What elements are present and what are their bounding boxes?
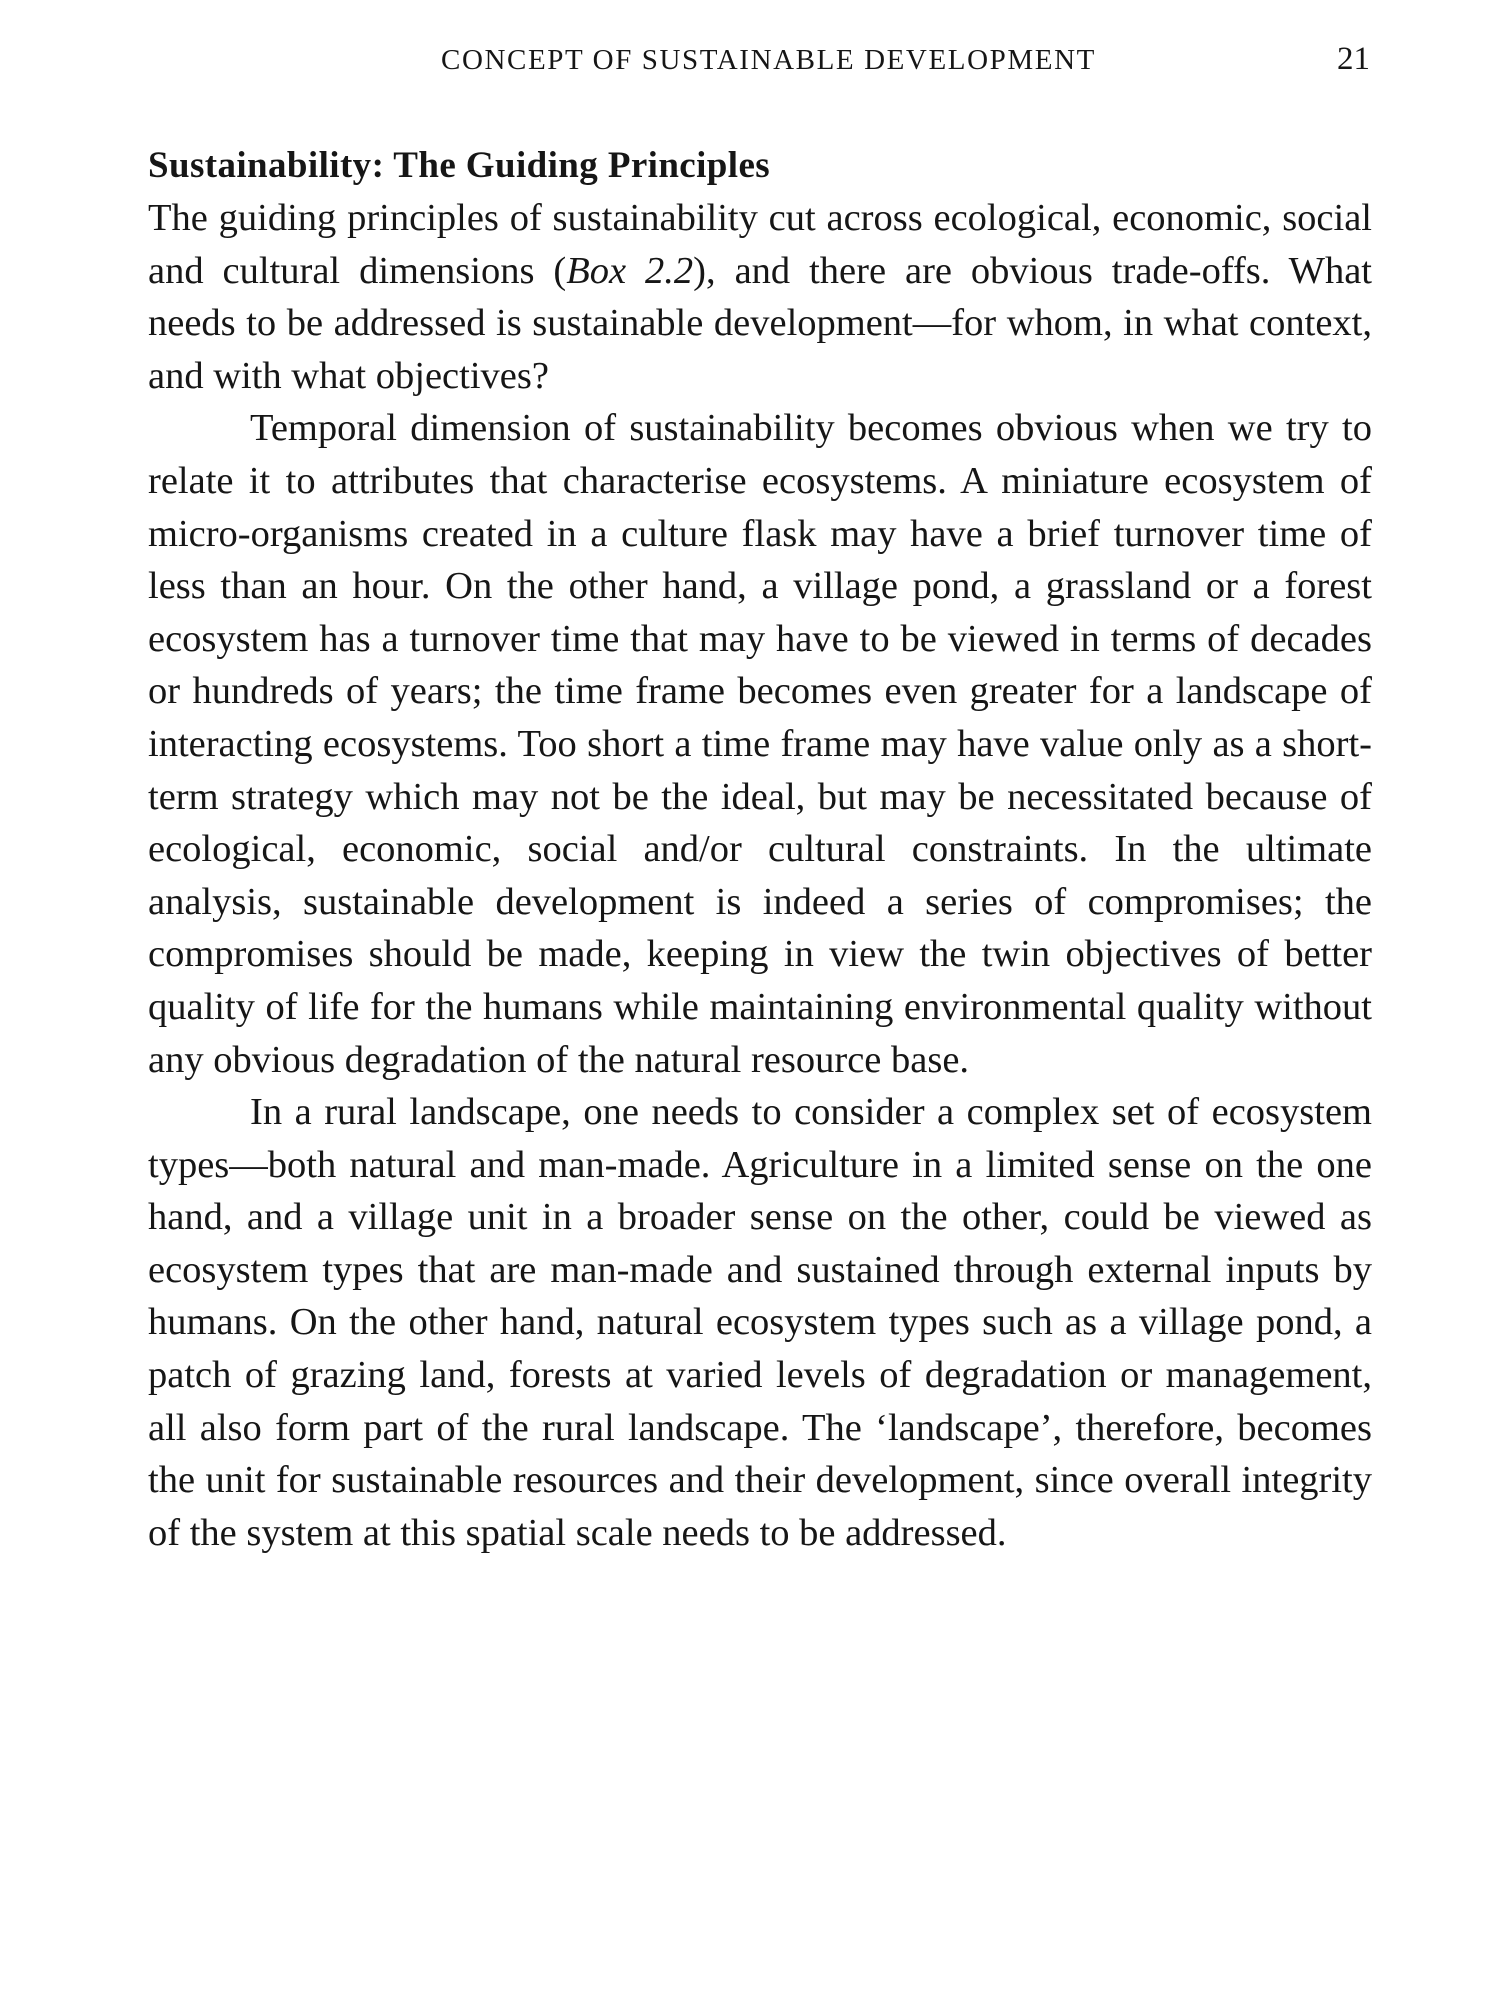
running-head (150, 41, 1370, 94)
box-reference: Box 2.2 (566, 249, 694, 292)
running-title: CONCEPT OF SUSTAINABLE DEVELOPMENT (441, 44, 1096, 76)
paragraph-3: In a rural landscape, one needs to consider a complex set of ecosystem types—both natural and man-made. Agriculture in a limited sense on the one hand, and a village unit in a broader sense on the other, could be viewed as ecosystem types that are man-made and sustained through external inputs by humans. On the other hand, natural ecosystem types such as a village pond, a patch of grazing land, forests at varied levels of degradation or management, all also form part of the rural landscape. The ‘landscape’, therefore, becomes the unit for sustainable resources and their development, since overall integrity of the system at this spatial scale needs to be addressed. (148, 1091, 1372, 1554)
section-body (148, 140, 1372, 1559)
page-number: 21 (1337, 41, 1370, 77)
paragraph-2: Temporal dimension of sustainability becomes obvious when we try to relate it to attributes that characterise ecosystems. A miniature ecosystem of micro-organisms created in a culture flask may have a brief turnover time of less than an hour. On the other hand, a village pond, a grassland or a forest ecosystem has a turnover time that may have to be viewed in terms of decades or hundreds of years; the time frame becomes even greater for a landscape of interacting ecosystems. Too short a time frame may have value only as a short-term strategy which may not be the ideal, but may be necessitated because of ecological, economic, social and/or cultural constraints. In the ultimate analysis, sustainable development is indeed a series of compromises; the compromises should be made, keeping in view the twin objectives of better quality of life for the humans while maintaining environmental quality without any obvious degradation of the natural resource base. (148, 407, 1372, 1081)
paragraph-1 (148, 192, 1372, 402)
paragraph-1-text-start: The guiding principles of sustainability cut across ecological, economic, social and cultural dimensions ( (148, 197, 1372, 292)
section-heading: Sustainability: The Guiding Principles (148, 145, 771, 186)
paragraph-1-text-end: ), and there are obvious trade-offs. What needs to be addressed is sustainable development—for whom, in what context, and with what objectives? (148, 249, 1373, 397)
